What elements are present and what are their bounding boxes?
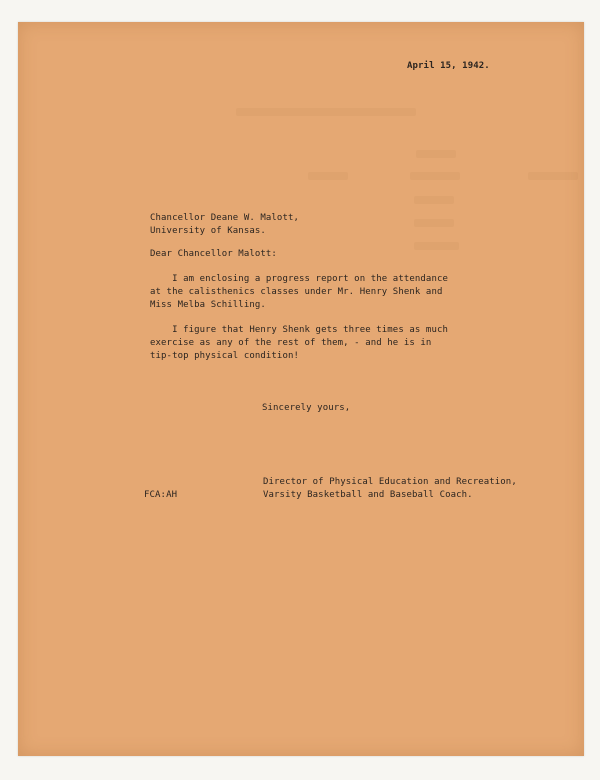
paragraph-2-line-2: exercise as any of the rest of them, - and he is in	[150, 338, 432, 348]
show-through-mark	[414, 196, 454, 204]
letter-page	[18, 22, 584, 756]
complimentary-close: Sincerely yours,	[262, 403, 351, 413]
paragraph-1-line-2: at the calisthenics classes under Mr. Henry Shenk and	[150, 287, 443, 297]
show-through-mark	[236, 108, 416, 116]
recipient-line-2: University of Kansas.	[150, 226, 266, 236]
show-through-mark	[308, 172, 348, 180]
recipient-line-1: Chancellor Deane W. Malott,	[150, 213, 299, 223]
paragraph-1-line-3: Miss Melba Schilling.	[150, 300, 266, 310]
paragraph-2-line-1: I figure that Henry Shenk gets three times as much	[150, 325, 448, 335]
paragraph-2-line-3: tip-top physical condition!	[150, 351, 299, 361]
show-through-mark	[414, 242, 459, 250]
recipient-address	[150, 212, 299, 238]
paragraph-1-line-1: I am enclosing a progress report on the attendance	[150, 274, 448, 284]
signature-block	[263, 476, 517, 502]
signature-title-line-1: Director of Physical Education and Recreation,	[263, 477, 517, 487]
show-through-mark	[416, 150, 456, 158]
letter-date: April 15, 1942.	[407, 61, 490, 71]
reference-initials: FCA:AH	[144, 490, 178, 500]
signature-title-line-2: Varsity Basketball and Baseball Coach.	[263, 490, 473, 500]
show-through-mark	[410, 172, 460, 180]
paragraph-2	[150, 324, 448, 363]
show-through-mark	[528, 172, 578, 180]
paragraph-1	[150, 273, 448, 312]
show-through-mark	[414, 219, 454, 227]
salutation: Dear Chancellor Malott:	[150, 249, 277, 259]
